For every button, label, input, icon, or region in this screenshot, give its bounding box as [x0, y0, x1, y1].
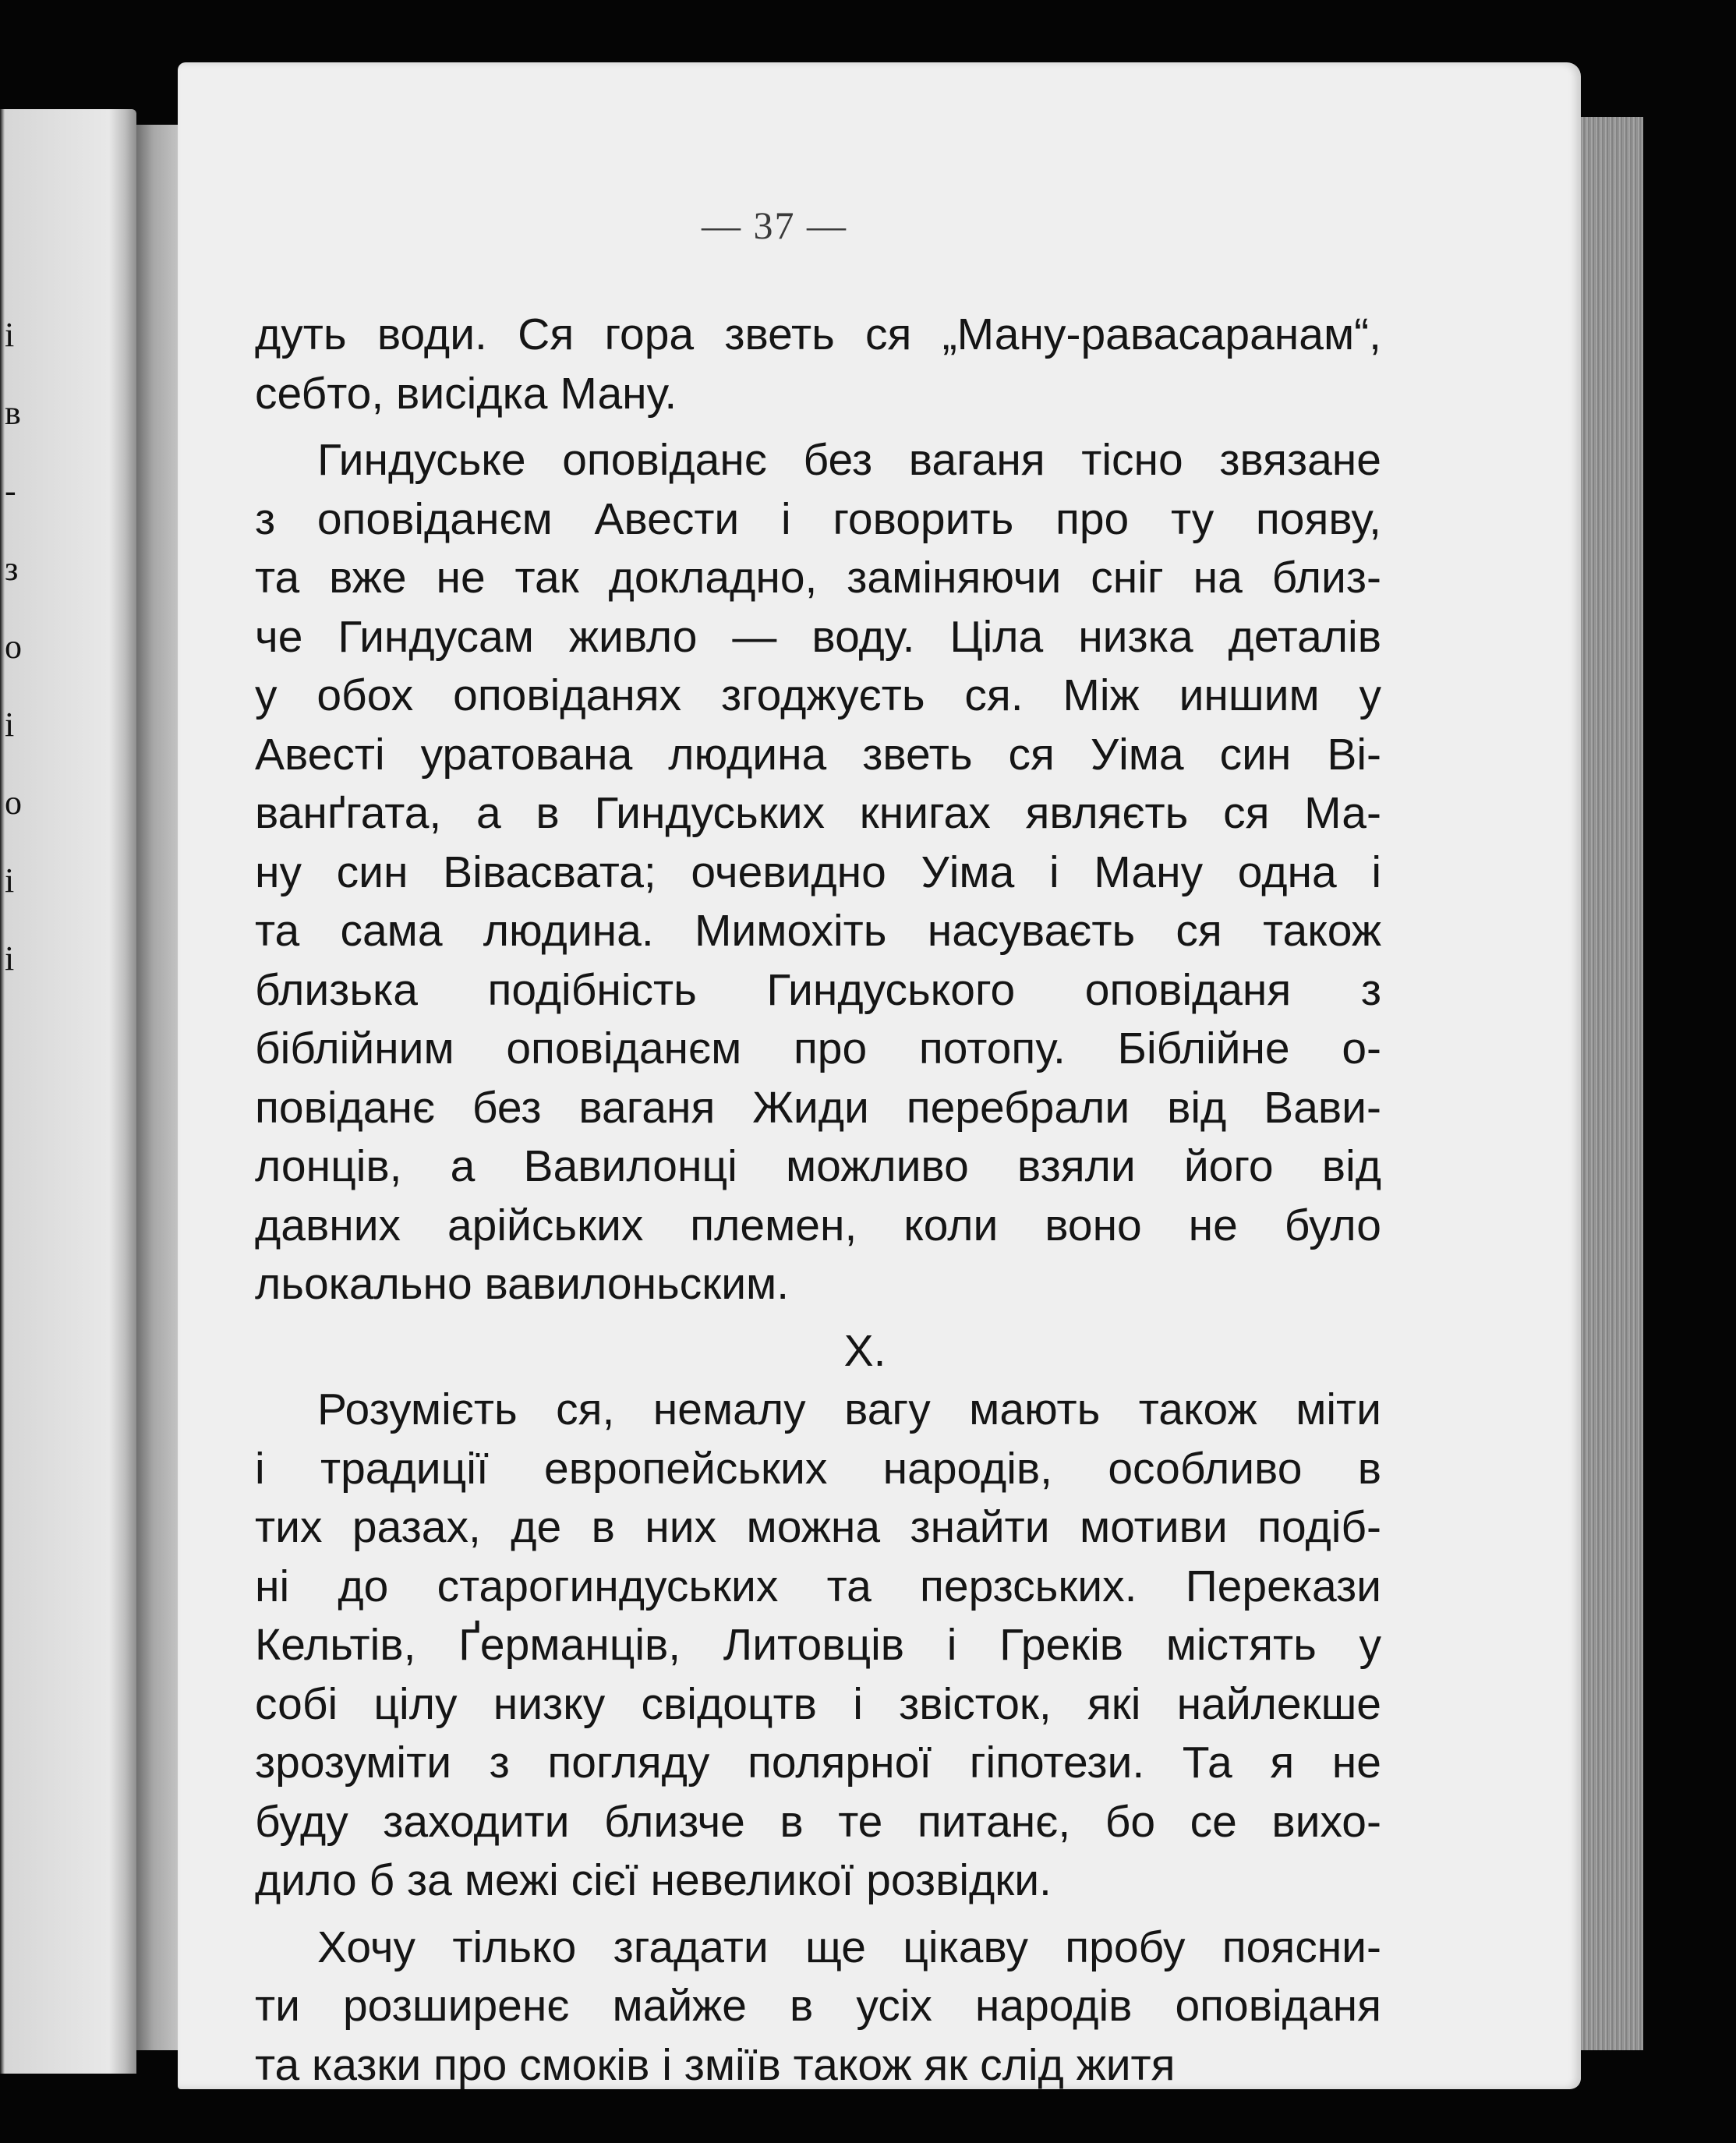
left-margin-mark: о [5, 628, 22, 666]
text-line: та сама людина. Мимохіть насуваєть ся також [255, 906, 1381, 956]
text-line: зрозуміти з погляду полярної гіпотези. Та я не [255, 1738, 1381, 1788]
text-line: і традиції европейських народів, особливо в [255, 1443, 1381, 1494]
text-line: Гиндуське оповіданє без ваганя тісно звязане [317, 435, 1381, 485]
left-margin-mark: і [5, 705, 15, 744]
left-page-margin-marks [5, 296, 20, 998]
text-line: давних арійських племен, коли воно не було [255, 1200, 1381, 1250]
text-line: себто, висідка Ману. [255, 368, 677, 419]
text-line: льокально вавилоньским. [255, 1259, 790, 1309]
text-line: та казки про смоків і зміїв також як слід житя [255, 2039, 1176, 2090]
page-body-text [255, 306, 1381, 2102]
text-line: ну син Вівасвата; очевидно Уіма і Ману одна і [255, 847, 1381, 897]
text-line: повіданє без ваганя Жиди перебрали від Вави- [255, 1082, 1381, 1133]
text-line: Хочу тілько згадати ще цікаву пробу поясни- [317, 1922, 1381, 1972]
text-line: ні до старогиндуських та перзських. Перекази [255, 1561, 1381, 1611]
text-line: та вже не так докладно, заміняючи сніг на близ- [255, 553, 1381, 603]
left-margin-mark: в [5, 394, 21, 432]
text-line: у обох оповіданях згоджуєть ся. Між иншим у [255, 670, 1381, 720]
book-gutter [136, 125, 179, 2050]
page-stack-edge [1581, 117, 1643, 2050]
left-margin-mark: о [5, 783, 22, 822]
text-line: з оповіданєм Авести і говорить про ту появу, [255, 493, 1381, 544]
text-line: біблійним оповіданєм про потопу. Біблійне о- [255, 1024, 1381, 1073]
text-line: ти розширенє майже в усіх народів оповіданя [255, 1981, 1381, 2031]
left-margin-mark: з [5, 550, 19, 588]
text-line: тих разах, де в них можна знайти мотиви подіб- [255, 1502, 1381, 1552]
page-number: — 37 — [702, 203, 847, 247]
left-margin-mark: і [5, 861, 15, 900]
left-margin-mark: і [5, 316, 15, 354]
text-line: буду заходити близче в те питанє, бо се вихо- [255, 1796, 1381, 1847]
left-margin-mark: і [5, 939, 15, 978]
text-line: дуть води. Ся гора зветь ся „Ману-равасаранам“, [255, 309, 1381, 359]
text-line: ванґгата, а в Гиндуських книгах являєть ся Ма- [255, 788, 1381, 838]
text-line: собі цілу низку свідоцтв і звісток, які найлекше [255, 1678, 1381, 1729]
text-line: дило б за межі сієї невеликої розвідки. [255, 1855, 1052, 1905]
text-line: близька подібність Гиндуського оповіданя з [255, 964, 1381, 1015]
text-line: че Гиндусам живло — воду. Ціла низка деталів [255, 611, 1381, 662]
section-heading: X. [843, 1325, 886, 1376]
text-line: Авесті уратована людина зветь ся Уіма син Ві- [255, 729, 1381, 780]
text-line: Кельтів, Ґерманців, Литовців і Греків містять у [255, 1620, 1381, 1670]
text-line: Розумієть ся, немалу вагу мають також міти [317, 1384, 1381, 1434]
left-margin-mark: - [5, 472, 16, 510]
text-line: лонців, а Вавилонці можливо взяли його від [255, 1141, 1381, 1191]
